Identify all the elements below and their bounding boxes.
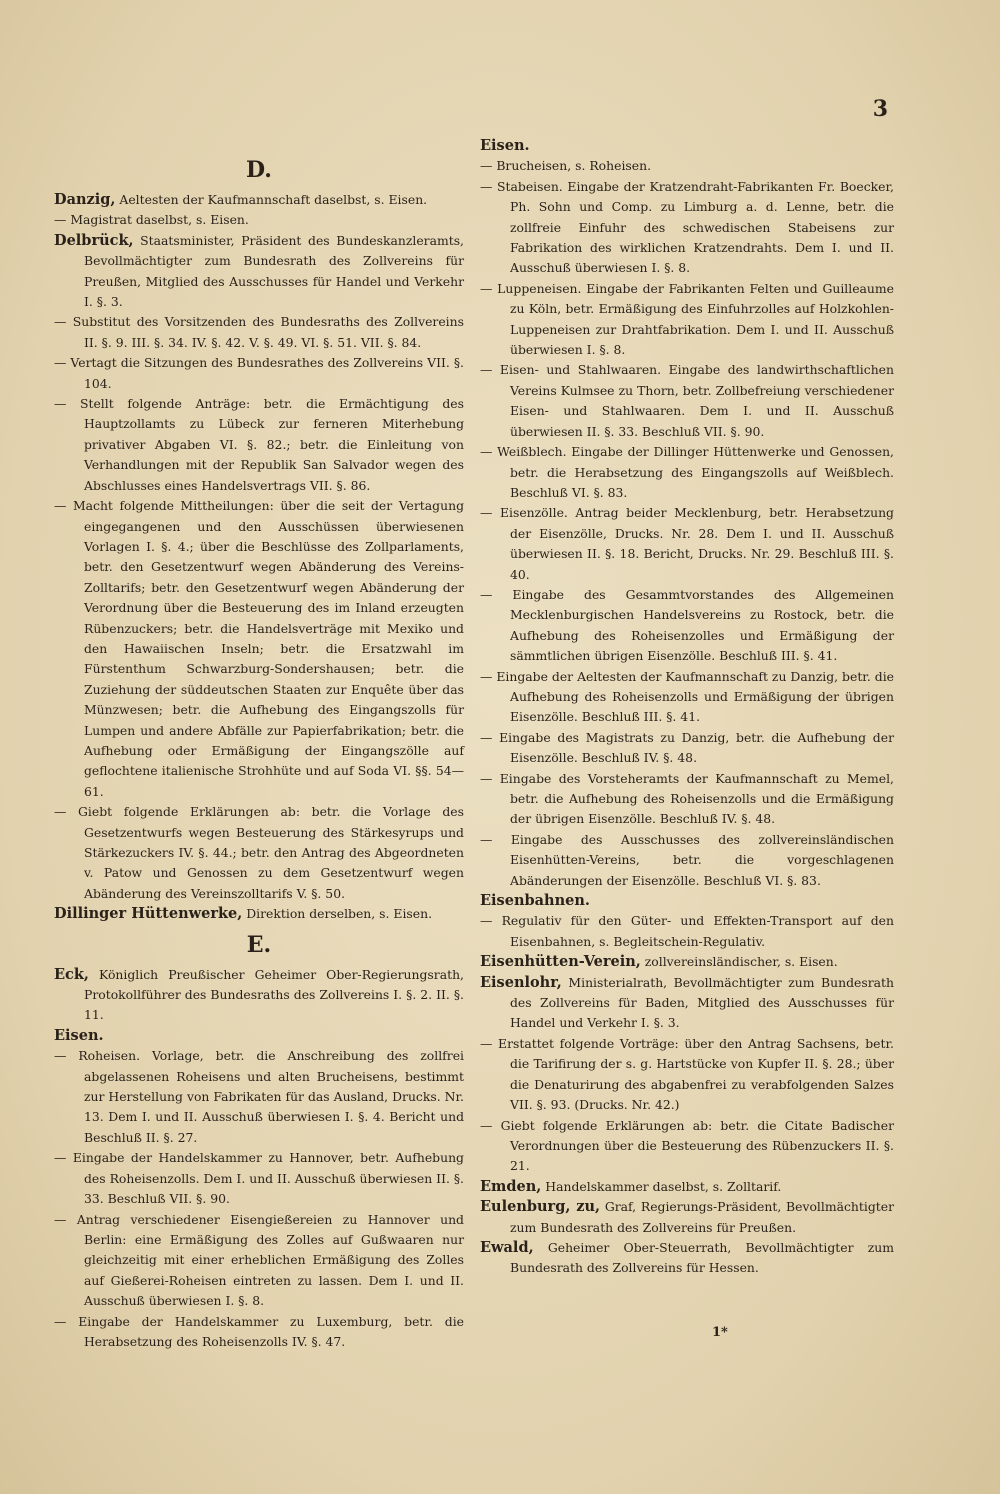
entry-headword: Emden, bbox=[480, 1177, 542, 1195]
index-entry bbox=[54, 1026, 464, 1046]
right-column bbox=[480, 136, 894, 1279]
sheet-signature: 1* bbox=[712, 1325, 728, 1340]
index-entry bbox=[54, 190, 464, 210]
entry-text: Staatsminister, Präsident des Bundeskanzleramts, Bevollmächtigter zum Bundesrath des Zollvereins für Preußen, Mitglied des Ausschusses für Handel und Verkehr I. §. 3. bbox=[84, 232, 464, 310]
sub-entry: — Stabeisen. Eingabe der Kratzendraht-Fabrikanten Fr. Boecker, Ph. Sohn und Comp. zu Limburg a. d. Lenne, betr. die zollfreie Einfuhr des schwedischen Stabeisens zur Fabrikation des wirklichen Kratzendrahts. Dem I. und II. Ausschuß überwiesen I. §. 8. bbox=[480, 178, 894, 276]
entry-text: Handelskammer daselbst, s. Zolltarif. bbox=[541, 1178, 782, 1194]
sub-entry: — Regulativ für den Güter- und Effekten-Transport auf den Eisenbahnen, s. Begleitschein-Regulativ. bbox=[480, 913, 894, 949]
entry-headword: Eisen. bbox=[54, 1026, 104, 1044]
section-letter: D. bbox=[246, 157, 272, 183]
index-entry bbox=[480, 891, 894, 911]
sub-entry: — Magistrat daselbst, s. Eisen. bbox=[54, 212, 249, 228]
index-entry bbox=[480, 1238, 894, 1279]
entry-text: Graf, Regierungs-Präsident, Bevollmächtigter zum Bundesrath des Zollvereins für Preußen. bbox=[510, 1199, 895, 1235]
index-entry bbox=[480, 136, 894, 156]
sub-entry: — Vertagt die Sitzungen des Bundesrathes des Zollvereins VII. §. 104. bbox=[54, 355, 464, 391]
sub-entry: — Erstattet folgende Vorträge: über den Antrag Sachsens, betr. die Tarifirung der s. g. Hartstücke von Kupfer II. §. 28.; über die Denaturirung des abgabenfrei zu verabfolgenden Salzes VII. §. 93. (Drucks. Nr. 42.) bbox=[480, 1035, 894, 1113]
index-entry bbox=[54, 965, 464, 1026]
index-entry bbox=[54, 231, 464, 313]
page-number: 3 bbox=[872, 96, 888, 122]
sub-entry: — Eingabe des Vorsteheramts der Kaufmannschaft zu Memel, betr. die Aufhebung des Roheisenzolls und die Ermäßigung der übrigen Eisenzölle. Beschluß IV. §. 48. bbox=[480, 770, 894, 827]
sub-entry: — Luppeneisen. Eingabe der Fabrikanten Felten und Guilleaume zu Köln, betr. Ermäßigung des Einfuhrzolles auf Holzkohlen-Luppeneisen zur Drahtfabrikation. Dem I. und II. Ausschuß überwiesen I. §. 8. bbox=[480, 280, 894, 358]
entry-headword: Eisen. bbox=[480, 137, 530, 154]
sub-entry: — Eingabe des Ausschusses des zollvereinsländischen Eisenhütten-Vereins, betr. die vorgeschlagenen Abänderungen der Eisenzölle. Beschluß VI. §. 83. bbox=[480, 831, 894, 888]
index-entry bbox=[54, 904, 464, 924]
entry-headword: Eck, bbox=[54, 965, 89, 983]
sub-entry: — Eingabe des Magistrats zu Danzig, betr. die Aufhebung der Eisenzölle. Beschluß IV. §. 48. bbox=[480, 729, 894, 766]
index-entry bbox=[480, 1177, 894, 1197]
sub-entry: — Roheisen. Vorlage, betr. die Anschreibung des zollfrei abgelassenen Roheisens und alten Brucheisens, bestimmt zur Herstellung von Fabrikaten für das Ausland, Drucks. Nr. 13. Dem I. und II. Ausschuß überwiesen I. §. 4. Bericht und Beschluß II. §. 27. bbox=[54, 1048, 464, 1145]
entry-headword: Ewald, bbox=[480, 1238, 534, 1256]
sub-entry: — Eisen- und Stahlwaaren. Eingabe des landwirthschaftlichen Vereins Kulmsee zu Thorn, betr. Zollbefreiung verschiedener Eisen- und Stahlwaaren. Dem I. und II. Ausschuß überwiesen II. §. 33. Beschluß VII. §. 90. bbox=[480, 362, 894, 439]
entry-headword: Eulenburg, zu, bbox=[480, 1198, 601, 1216]
entry-headword: Eisenbahnen. bbox=[480, 892, 590, 910]
entry-headword: Eisenlohr, bbox=[480, 973, 562, 991]
section-letter: E. bbox=[246, 931, 272, 958]
sub-entry: — Eingabe des Gesammtvorstandes des Allgemeinen Mecklenburgischen Handelsvereins zu Rostock, betr. die Aufhebung des Roheisenzolles und Ermäßigung der sämmtlichen übrigen Eisenzölle. Beschluß III. §. 41. bbox=[480, 586, 894, 664]
sub-entry: — Weißblech. Eingabe der Dillinger Hüttenwerke und Genossen, betr. die Herabsetzung des Eingangszolls auf Weißblech. Beschluß VI. §. 83. bbox=[480, 444, 894, 500]
sub-entry: — Eingabe der Handelskammer zu Luxemburg, betr. die Herabsetzung des Roheisenzolls IV. §. 47. bbox=[54, 1313, 464, 1349]
entry-headword: Dillinger Hüttenwerke, bbox=[54, 905, 243, 923]
sub-entry: — Eingabe der Handelskammer zu Hannover, betr. Aufhebung des Roheisenzolls. Dem I. und II. Ausschuß überwiesen II. §. 33. Beschluß VII. §. 90. bbox=[54, 1150, 464, 1207]
sub-entry: — Brucheisen, s. Roheisen. bbox=[480, 158, 652, 174]
entry-text: Geheimer Ober-Steuerrath, Bevollmächtigter zum Bundesrath des Zollvereins für Hessen. bbox=[510, 1239, 894, 1276]
entry-headword: Delbrück, bbox=[54, 231, 134, 249]
entry-text: Aeltesten der Kaufmannschaft daselbst, s. Eisen. bbox=[115, 192, 428, 207]
sub-entry: — Antrag verschiedener Eisengießereien zu Hannover und Berlin: eine Ermäßigung des Zolles auf Gußwaaren nur gleichzeitig mit einer erheblichen Ermäßigung des Zolles auf Gießerei-Roheisen eintreten zu lassen. Dem I. und II. Ausschuß überwiesen I. §. 8. bbox=[54, 1211, 464, 1309]
sub-entry: — Stellt folgende Anträge: betr. die Ermächtigung des Hauptzollamts zu Lübeck zur ferneren Miterhebung privativer Abgaben VI. §. 82.; betr. die Einleitung von Verhandlungen mit der Republik San Salvador wegen des Abschlusses eines Handelsvertrags VII. §. 86. bbox=[54, 396, 464, 493]
sub-entry: — Eisenzölle. Antrag beider Mecklenburg, betr. Herabsetzung der Eisenzölle, Drucks. Nr. 28. Dem I. und II. Ausschuß überwiesen II. §. 18. Bericht, Drucks. Nr. 29. Beschluß III. §. 40. bbox=[480, 505, 894, 582]
sub-entry: — Substitut des Vorsitzenden des Bundesraths des Zollvereins II. §. 9. III. §. 34. IV. §. 42. V. §. 49. VI. §. 51. VII. §. 84. bbox=[54, 314, 464, 350]
left-column bbox=[54, 150, 464, 1352]
entry-text: Ministerialrath, Bevollmächtigter zum Bundesrath des Zollvereins für Baden, Mitglied des Ausschusses für Handel und Verkehr I. §. 3. bbox=[510, 974, 894, 1031]
index-entry bbox=[480, 1197, 894, 1238]
sub-entry: — Giebt folgende Erklärungen ab: betr. die Vorlage des Gesetzentwurfs wegen Besteuerung des Stärkesyrups und Stärkezuckers IV. §. 44.; betr. den Antrag des Abgeordneten v. Patow und Genossen zu dem Gesetzentwurf wegen Abänderung des Vereinszolltarifs V. §. 50. bbox=[54, 804, 464, 901]
sub-entry: — Eingabe der Aeltesten der Kaufmannschaft zu Danzig, betr. die Aufhebung des Roheisenzolls und Ermäßigung der übrigen Eisenzölle. Beschluß III. §. 41. bbox=[480, 668, 894, 725]
entry-headword: Danzig, bbox=[54, 191, 116, 208]
sub-entry: — Macht folgende Mittheilungen: über die seit der Vertagung eingegangenen und den Ausschüssen überwiesenen Vorlagen I. §. 4.; über die Beschlüsse des Zollparlaments, betr. den Gesetzentwurf wegen Abänderung des Vereins-Zolltarifs; betr. den Gesetzentwurf wegen Abänderung der Verordnung über die Besteuerung des im Inland erzeugten Rübenzuckers; betr. die Handelsverträge mit Mexiko und den Hawaiischen Inseln; betr. die Ersatzwahl im Fürstenthum Schwarzburg-Sondershausen; betr. die Zuziehung der süddeutschen Staaten zur Enquête über das Münzwesen; betr. die Aufhebung des Eingangszolls für Lumpen und andere Abfälle zur Papierfabrikation; betr. die Aufhebung oder Ermäßigung der Eingangszölle auf geflochtene italienische Strohhüte und auf Soda VI. §§. 54—61. bbox=[54, 498, 464, 799]
sub-entry: — Giebt folgende Erklärungen ab: betr. die Citate Badischer Verordnungen über die Besteuerung des Rübenzuckers II. §. 21. bbox=[480, 1117, 894, 1174]
index-entry bbox=[480, 973, 894, 1034]
entry-text: Königlich Preußischer Geheimer Ober-Regierungsrath, Protokollführer des Bundesraths des Zollvereins I. §. 2. II. §. 11. bbox=[84, 966, 464, 1023]
index-entry bbox=[480, 952, 894, 972]
entry-text: zollvereinsländischer, s. Eisen. bbox=[640, 954, 838, 970]
entry-headword: Eisenhütten-Verein, bbox=[480, 953, 641, 971]
entry-text: Direktion derselben, s. Eisen. bbox=[242, 906, 433, 922]
